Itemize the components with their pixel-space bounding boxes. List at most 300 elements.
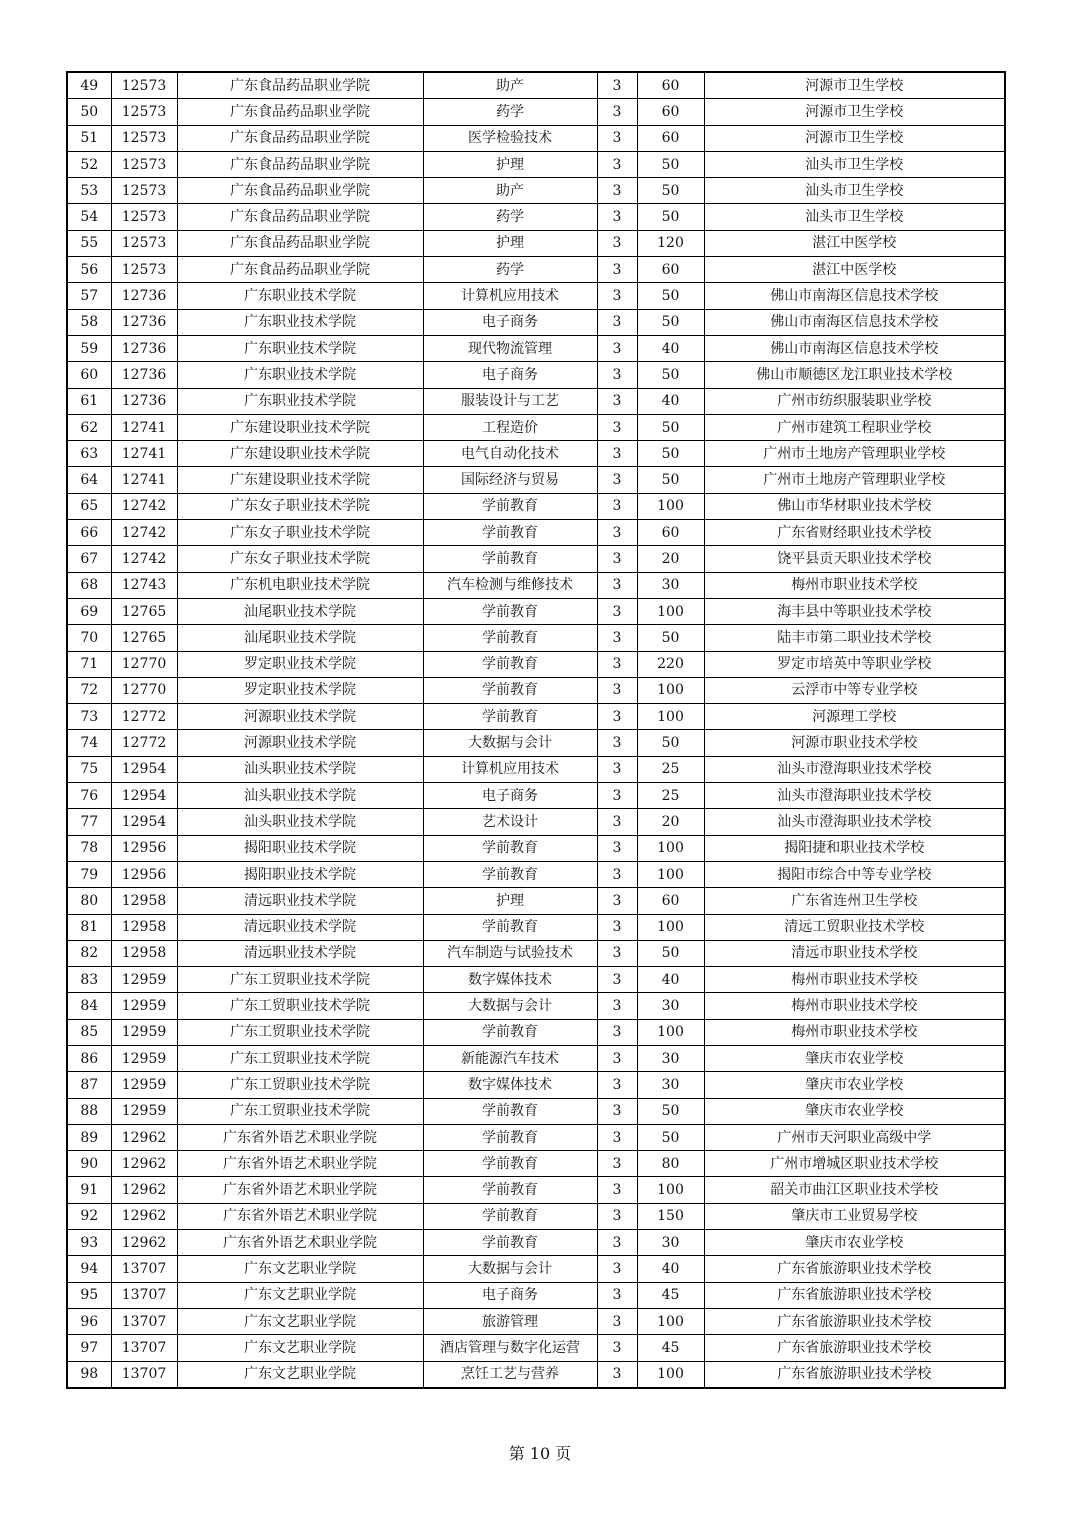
college-name-cell: 广东食品药品职业学院 [177,178,423,204]
row-number-cell: 89 [67,1124,111,1150]
quota-cell: 60 [637,72,704,99]
row-number-cell: 72 [67,677,111,703]
duration-cell: 3 [597,493,637,519]
row-number-cell: 49 [67,72,111,99]
institution-code-cell: 13707 [111,1335,177,1361]
duration-cell: 3 [597,914,637,940]
institution-code-cell: 12770 [111,677,177,703]
institution-code-cell: 12959 [111,1072,177,1098]
partner-school-cell: 广东省旅游职业技术学校 [704,1335,1005,1361]
duration-cell: 3 [597,204,637,230]
college-name-cell: 广东女子职业技术学院 [177,493,423,519]
partner-school-cell: 佛山市顺德区龙江职业技术学校 [704,362,1005,388]
row-number-cell: 96 [67,1308,111,1334]
duration-cell: 3 [597,1361,637,1388]
quota-cell: 100 [637,835,704,861]
duration-cell: 3 [597,1045,637,1071]
major-cell: 大数据与会计 [423,993,597,1019]
partner-school-cell: 佛山市南海区信息技术学校 [704,283,1005,309]
row-number-cell: 50 [67,99,111,125]
partner-school-cell: 河源市卫生学校 [704,72,1005,99]
college-name-cell: 广东省外语艺术职业学院 [177,1203,423,1229]
row-number-cell: 88 [67,1098,111,1124]
table-row [67,125,1005,151]
major-cell: 学前教育 [423,835,597,861]
quota-cell: 50 [637,1124,704,1150]
institution-code-cell: 12573 [111,178,177,204]
duration-cell: 3 [597,1177,637,1203]
major-cell: 学前教育 [423,677,597,703]
row-number-cell: 97 [67,1335,111,1361]
college-name-cell: 汕尾职业技术学院 [177,625,423,651]
major-cell: 学前教育 [423,546,597,572]
institution-code-cell: 12959 [111,967,177,993]
quota-cell: 60 [637,257,704,283]
partner-school-cell: 广州市增城区职业技术学校 [704,1151,1005,1177]
major-cell: 大数据与会计 [423,1256,597,1282]
partner-school-cell: 肇庆市工业贸易学校 [704,1203,1005,1229]
partner-school-cell: 清远市职业技术学校 [704,940,1005,966]
table-row [67,1151,1005,1177]
institution-code-cell: 12765 [111,598,177,624]
row-number-cell: 73 [67,704,111,730]
table-row [67,230,1005,256]
partner-school-cell: 海丰县中等职业技术学校 [704,598,1005,624]
table-row [67,835,1005,861]
table-row [67,677,1005,703]
row-number-cell: 68 [67,572,111,598]
row-number-cell: 58 [67,309,111,335]
table-row [67,99,1005,125]
duration-cell: 3 [597,625,637,651]
duration-cell: 3 [597,178,637,204]
duration-cell: 3 [597,546,637,572]
row-number-cell: 90 [67,1151,111,1177]
institution-code-cell: 12736 [111,362,177,388]
partner-school-cell: 揭阳市综合中等专业学校 [704,861,1005,887]
quota-cell: 20 [637,546,704,572]
institution-code-cell: 12573 [111,204,177,230]
institution-code-cell: 13707 [111,1282,177,1308]
table-row [67,493,1005,519]
major-cell: 服装设计与工艺 [423,388,597,414]
quota-cell: 80 [637,1151,704,1177]
quota-cell: 100 [637,598,704,624]
table-row [67,783,1005,809]
row-number-cell: 84 [67,993,111,1019]
row-number-cell: 57 [67,283,111,309]
major-cell: 学前教育 [423,1019,597,1045]
college-name-cell: 罗定职业技术学院 [177,677,423,703]
college-name-cell: 广东女子职业技术学院 [177,520,423,546]
partner-school-cell: 广东省连州卫生学校 [704,888,1005,914]
table-row [67,178,1005,204]
duration-cell: 3 [597,362,637,388]
institution-code-cell: 12770 [111,651,177,677]
table-row [67,1203,1005,1229]
duration-cell: 3 [597,572,637,598]
quota-cell: 100 [637,861,704,887]
partner-school-cell: 汕头市澄海职业技术学校 [704,783,1005,809]
partner-school-cell: 广州市纺织服装职业学校 [704,388,1005,414]
row-number-cell: 71 [67,651,111,677]
college-name-cell: 广东文艺职业学院 [177,1361,423,1388]
college-name-cell: 广东文艺职业学院 [177,1335,423,1361]
duration-cell: 3 [597,940,637,966]
partner-school-cell: 广东省旅游职业技术学校 [704,1308,1005,1334]
table-row [67,1361,1005,1388]
table-row [67,888,1005,914]
duration-cell: 3 [597,467,637,493]
partner-school-cell: 饶平县贡天职业技术学校 [704,546,1005,572]
row-number-cell: 98 [67,1361,111,1388]
duration-cell: 3 [597,1256,637,1282]
quota-cell: 50 [637,362,704,388]
row-number-cell: 82 [67,940,111,966]
row-number-cell: 78 [67,835,111,861]
table-row [67,467,1005,493]
partner-school-cell: 广东省旅游职业技术学校 [704,1282,1005,1308]
table-row [67,651,1005,677]
row-number-cell: 60 [67,362,111,388]
partner-school-cell: 广州市建筑工程职业学校 [704,414,1005,440]
duration-cell: 3 [597,335,637,361]
major-cell: 学前教育 [423,914,597,940]
major-cell: 工程造价 [423,414,597,440]
quota-cell: 30 [637,1045,704,1071]
partner-school-cell: 梅州市职业技术学校 [704,993,1005,1019]
major-cell: 汽车检测与维修技术 [423,572,597,598]
table-row [67,993,1005,1019]
major-cell: 药学 [423,204,597,230]
row-number-cell: 59 [67,335,111,361]
table-row [67,861,1005,887]
enrollment-table [66,71,1006,1389]
quota-cell: 50 [637,625,704,651]
college-name-cell: 广东食品药品职业学院 [177,230,423,256]
quota-cell: 120 [637,230,704,256]
institution-code-cell: 12765 [111,625,177,651]
partner-school-cell: 梅州市职业技术学校 [704,1019,1005,1045]
partner-school-cell: 河源市卫生学校 [704,125,1005,151]
quota-cell: 40 [637,967,704,993]
major-cell: 数字媒体技术 [423,1072,597,1098]
college-name-cell: 广东工贸职业技术学院 [177,993,423,1019]
row-number-cell: 91 [67,1177,111,1203]
duration-cell: 3 [597,1019,637,1045]
major-cell: 烹饪工艺与营养 [423,1361,597,1388]
row-number-cell: 79 [67,861,111,887]
major-cell: 学前教育 [423,598,597,624]
major-cell: 计算机应用技术 [423,283,597,309]
row-number-cell: 83 [67,967,111,993]
partner-school-cell: 肇庆市农业学校 [704,1045,1005,1071]
row-number-cell: 95 [67,1282,111,1308]
major-cell: 酒店管理与数字化运营 [423,1335,597,1361]
institution-code-cell: 12959 [111,1045,177,1071]
quota-cell: 60 [637,99,704,125]
row-number-cell: 76 [67,783,111,809]
institution-code-cell: 12958 [111,888,177,914]
table-row [67,704,1005,730]
duration-cell: 3 [597,783,637,809]
college-name-cell: 广东工贸职业技术学院 [177,1098,423,1124]
row-number-cell: 86 [67,1045,111,1071]
row-number-cell: 65 [67,493,111,519]
institution-code-cell: 12573 [111,99,177,125]
institution-code-cell: 12573 [111,151,177,177]
major-cell: 学前教育 [423,651,597,677]
quota-cell: 100 [637,493,704,519]
college-name-cell: 广东文艺职业学院 [177,1308,423,1334]
table-row [67,1282,1005,1308]
duration-cell: 3 [597,651,637,677]
college-name-cell: 揭阳职业技术学院 [177,835,423,861]
duration-cell: 3 [597,993,637,1019]
table-row [67,362,1005,388]
college-name-cell: 广东职业技术学院 [177,335,423,361]
table-row [67,1308,1005,1334]
quota-cell: 100 [637,1308,704,1334]
institution-code-cell: 12736 [111,283,177,309]
partner-school-cell: 梅州市职业技术学校 [704,967,1005,993]
college-name-cell: 广东建设职业技术学院 [177,414,423,440]
quota-cell: 40 [637,335,704,361]
institution-code-cell: 13707 [111,1256,177,1282]
institution-code-cell: 12573 [111,72,177,99]
partner-school-cell: 汕头市澄海职业技术学校 [704,809,1005,835]
duration-cell: 3 [597,257,637,283]
quota-cell: 50 [637,151,704,177]
institution-code-cell: 12743 [111,572,177,598]
partner-school-cell: 清远工贸职业技术学校 [704,914,1005,940]
major-cell: 学前教育 [423,704,597,730]
table-row [67,809,1005,835]
college-name-cell: 罗定职业技术学院 [177,651,423,677]
partner-school-cell: 肇庆市农业学校 [704,1098,1005,1124]
college-name-cell: 广东食品药品职业学院 [177,125,423,151]
major-cell: 计算机应用技术 [423,756,597,782]
major-cell: 现代物流管理 [423,335,597,361]
duration-cell: 3 [597,967,637,993]
row-number-cell: 64 [67,467,111,493]
institution-code-cell: 12772 [111,704,177,730]
table-row [67,309,1005,335]
quota-cell: 100 [637,914,704,940]
institution-code-cell: 12736 [111,309,177,335]
partner-school-cell: 梅州市职业技术学校 [704,572,1005,598]
quota-cell: 40 [637,1256,704,1282]
row-number-cell: 63 [67,441,111,467]
quota-cell: 100 [637,704,704,730]
major-cell: 电子商务 [423,783,597,809]
quota-cell: 50 [637,441,704,467]
row-number-cell: 66 [67,520,111,546]
college-name-cell: 广东省外语艺术职业学院 [177,1230,423,1256]
college-name-cell: 广东建设职业技术学院 [177,467,423,493]
duration-cell: 3 [597,598,637,624]
college-name-cell: 汕头职业技术学院 [177,783,423,809]
row-number-cell: 69 [67,598,111,624]
partner-school-cell: 佛山市南海区信息技术学校 [704,309,1005,335]
table-row [67,546,1005,572]
major-cell: 护理 [423,888,597,914]
row-number-cell: 54 [67,204,111,230]
partner-school-cell: 韶关市曲江区职业技术学校 [704,1177,1005,1203]
table-row [67,1045,1005,1071]
college-name-cell: 河源职业技术学院 [177,704,423,730]
institution-code-cell: 12741 [111,441,177,467]
quota-cell: 100 [637,1177,704,1203]
major-cell: 电子商务 [423,362,597,388]
institution-code-cell: 12958 [111,940,177,966]
duration-cell: 3 [597,99,637,125]
table-row [67,1335,1005,1361]
duration-cell: 3 [597,1072,637,1098]
institution-code-cell: 12959 [111,1098,177,1124]
quota-cell: 60 [637,888,704,914]
college-name-cell: 汕头职业技术学院 [177,809,423,835]
partner-school-cell: 广东省旅游职业技术学校 [704,1256,1005,1282]
institution-code-cell: 12962 [111,1151,177,1177]
institution-code-cell: 12573 [111,125,177,151]
major-cell: 护理 [423,230,597,256]
table-row [67,1019,1005,1045]
college-name-cell: 广东食品药品职业学院 [177,99,423,125]
table-row [67,204,1005,230]
table-row [67,1230,1005,1256]
partner-school-cell: 汕头市卫生学校 [704,204,1005,230]
row-number-cell: 85 [67,1019,111,1045]
partner-school-cell: 揭阳捷和职业技术学校 [704,835,1005,861]
partner-school-cell: 湛江中医学校 [704,257,1005,283]
college-name-cell: 广东女子职业技术学院 [177,546,423,572]
row-number-cell: 52 [67,151,111,177]
table-row [67,967,1005,993]
quota-cell: 25 [637,756,704,782]
table-row [67,72,1005,99]
major-cell: 学前教育 [423,1124,597,1150]
college-name-cell: 广东职业技术学院 [177,309,423,335]
row-number-cell: 55 [67,230,111,256]
row-number-cell: 75 [67,756,111,782]
row-number-cell: 81 [67,914,111,940]
table-row [67,914,1005,940]
major-cell: 数字媒体技术 [423,967,597,993]
duration-cell: 3 [597,230,637,256]
row-number-cell: 87 [67,1072,111,1098]
institution-code-cell: 13707 [111,1361,177,1388]
table-row [67,414,1005,440]
partner-school-cell: 肇庆市农业学校 [704,1230,1005,1256]
duration-cell: 3 [597,888,637,914]
college-name-cell: 清远职业技术学院 [177,914,423,940]
duration-cell: 3 [597,677,637,703]
quota-cell: 40 [637,388,704,414]
duration-cell: 3 [597,1308,637,1334]
row-number-cell: 93 [67,1230,111,1256]
row-number-cell: 62 [67,414,111,440]
institution-code-cell: 12741 [111,467,177,493]
partner-school-cell: 河源市职业技术学校 [704,730,1005,756]
college-name-cell: 广东工贸职业技术学院 [177,967,423,993]
college-name-cell: 广东食品药品职业学院 [177,257,423,283]
quota-cell: 150 [637,1203,704,1229]
institution-code-cell: 12742 [111,493,177,519]
major-cell: 旅游管理 [423,1308,597,1334]
quota-cell: 50 [637,414,704,440]
duration-cell: 3 [597,414,637,440]
duration-cell: 3 [597,151,637,177]
partner-school-cell: 汕头市卫生学校 [704,151,1005,177]
table-row [67,756,1005,782]
institution-code-cell: 12958 [111,914,177,940]
college-name-cell: 广东食品药品职业学院 [177,151,423,177]
table-row [67,388,1005,414]
major-cell: 学前教育 [423,493,597,519]
major-cell: 电子商务 [423,1282,597,1308]
quota-cell: 60 [637,125,704,151]
duration-cell: 3 [597,520,637,546]
quota-cell: 50 [637,940,704,966]
major-cell: 学前教育 [423,1151,597,1177]
duration-cell: 3 [597,756,637,782]
duration-cell: 3 [597,1124,637,1150]
institution-code-cell: 12956 [111,835,177,861]
college-name-cell: 汕头职业技术学院 [177,756,423,782]
duration-cell: 3 [597,1151,637,1177]
partner-school-cell: 河源理工学校 [704,704,1005,730]
duration-cell: 3 [597,125,637,151]
major-cell: 助产 [423,178,597,204]
institution-code-cell: 12741 [111,414,177,440]
college-name-cell: 汕尾职业技术学院 [177,598,423,624]
table-row [67,335,1005,361]
row-number-cell: 53 [67,178,111,204]
major-cell: 电子商务 [423,309,597,335]
college-name-cell: 广东省外语艺术职业学院 [177,1151,423,1177]
duration-cell: 3 [597,1098,637,1124]
table-row [67,625,1005,651]
college-name-cell: 广东职业技术学院 [177,388,423,414]
quota-cell: 30 [637,1072,704,1098]
major-cell: 学前教育 [423,1098,597,1124]
quota-cell: 50 [637,178,704,204]
duration-cell: 3 [597,1282,637,1308]
duration-cell: 3 [597,441,637,467]
major-cell: 学前教育 [423,1177,597,1203]
row-number-cell: 67 [67,546,111,572]
partner-school-cell: 广东省旅游职业技术学校 [704,1361,1005,1388]
partner-school-cell: 汕头市澄海职业技术学校 [704,756,1005,782]
major-cell: 学前教育 [423,625,597,651]
quota-cell: 60 [637,520,704,546]
college-name-cell: 广东食品药品职业学院 [177,72,423,99]
quota-cell: 30 [637,572,704,598]
partner-school-cell: 陆丰市第二职业技术学校 [704,625,1005,651]
duration-cell: 3 [597,72,637,99]
quota-cell: 50 [637,309,704,335]
quota-cell: 100 [637,677,704,703]
row-number-cell: 94 [67,1256,111,1282]
quota-cell: 220 [637,651,704,677]
row-number-cell: 70 [67,625,111,651]
duration-cell: 3 [597,861,637,887]
institution-code-cell: 12573 [111,257,177,283]
institution-code-cell: 12954 [111,756,177,782]
institution-code-cell: 12962 [111,1203,177,1229]
college-name-cell: 清远职业技术学院 [177,940,423,966]
